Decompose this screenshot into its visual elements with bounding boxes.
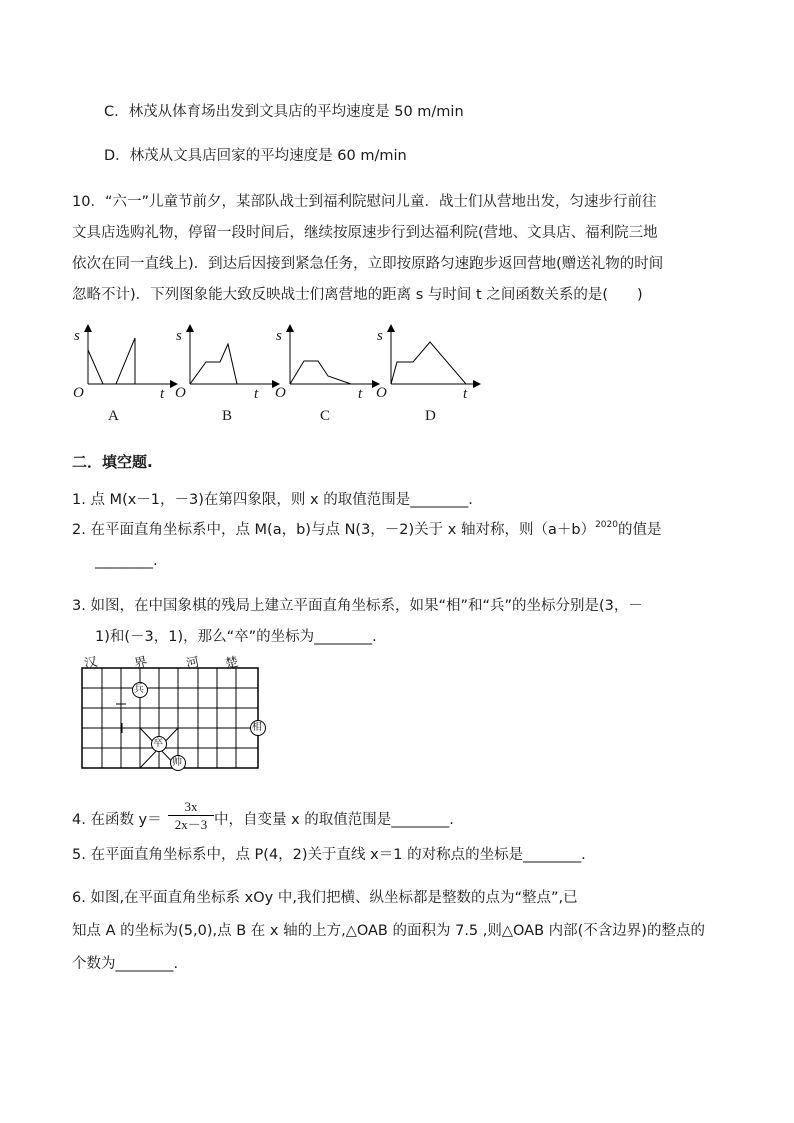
graph-c-option-label: C bbox=[320, 408, 331, 424]
graph-b-origin-label: O bbox=[175, 385, 186, 401]
graph-c-origin-label: O bbox=[275, 385, 286, 401]
fill-q2-line-1 bbox=[72, 520, 661, 540]
graph-b-option-label: B bbox=[222, 408, 233, 424]
fill-q4-denominator: 2x－3 bbox=[174, 817, 208, 832]
fill-q5: 5. 在平面直角坐标系中，点 P(4，2)关于直线 x＝1 的对称点的坐标是________. bbox=[72, 847, 586, 863]
q10-line-3: 依次在同一直线上)．到达后因接到紧急任务，立即按原路匀速跑步返回营地(赠送礼物的时间 bbox=[72, 256, 664, 272]
graph-b bbox=[172, 322, 282, 428]
fill-q3-line-2: 1)和(－3，1)，那么“卒”的坐标为________. bbox=[95, 629, 377, 645]
river-char-he: 河 bbox=[184, 654, 201, 673]
fill-q2-exponent: 2020 bbox=[595, 520, 618, 530]
q9-option-c: C．林茂从体育场出发到文具店的平均速度是 50 m/min bbox=[104, 104, 464, 120]
graph-d-s-label: s bbox=[377, 328, 383, 344]
graph-a bbox=[70, 322, 180, 428]
fill-q2-text-end: 的值是 bbox=[617, 522, 662, 538]
fill-q6-line-2: 知点 A 的坐标为(5,0),点 B 在 x 轴的上方,△OAB 的面积为 7.5 ,则△OAB 内部(不含边界)的整点的 bbox=[72, 923, 705, 939]
graph-a-option-label: A bbox=[108, 408, 119, 424]
fill-q6-line-1: 6. 如图,在平面直角坐标系 xOy 中,我们把横、纵坐标都是整数的点为“整点”,已 bbox=[72, 890, 578, 906]
graph-b-plot bbox=[172, 322, 282, 402]
fill-q6-line-3: 个数为________. bbox=[72, 956, 179, 972]
graph-c-t-label: t bbox=[358, 386, 363, 402]
graph-c bbox=[272, 322, 382, 428]
fill-q4-suffix: 中，自变量 x 的取值范围是________. bbox=[214, 812, 454, 828]
q10-line-2: 文具店选购礼物，停留一段时间后，继续按原速步行到达福利院(营地、文具店、福利院三地 bbox=[72, 225, 658, 241]
river-char-chu: 楚 bbox=[223, 654, 240, 673]
fill-q4-prefix: 4. 在函数 y＝ bbox=[72, 812, 162, 828]
chess-piece-zu: 卒 bbox=[153, 738, 163, 749]
graph-b-s-label: s bbox=[176, 328, 182, 344]
fill-q2-text: 2. 在平面直角坐标系中，点 M(a，b)与点 N(3，－2)关于 x 轴对称，则（a＋b） bbox=[72, 522, 596, 538]
graph-b-t-label: t bbox=[254, 386, 259, 402]
q9-option-d: D．林茂从文具店回家的平均速度是 60 m/min bbox=[104, 148, 407, 164]
fill-q3-line-1: 3. 如图，在中国象棋的残局上建立平面直角坐标系，如果“相”和“兵”的坐标分别是(3，－ bbox=[72, 598, 643, 614]
section-title: 二．填空题. bbox=[72, 453, 153, 471]
river-char-han: 汉 bbox=[82, 654, 99, 673]
graph-c-s-label: s bbox=[276, 328, 282, 344]
chess-piece-shuai: 帅 bbox=[172, 757, 182, 768]
graph-a-s-label: s bbox=[74, 328, 80, 344]
graph-d bbox=[373, 322, 483, 428]
graph-c-plot bbox=[272, 322, 382, 402]
fill-q4-fraction bbox=[168, 798, 214, 833]
chess-board-figure bbox=[80, 654, 276, 772]
fill-q1: 1. 点 M(x－1，－3)在第四象限，则 x 的取值范围是________. bbox=[72, 492, 473, 508]
fill-q4-numerator: 3x bbox=[168, 798, 214, 816]
graph-d-t-label: t bbox=[463, 386, 468, 402]
graph-d-origin-label: O bbox=[376, 385, 387, 401]
chess-piece-bing: 兵 bbox=[134, 684, 144, 695]
graph-a-origin-label: O bbox=[73, 385, 84, 401]
q10-line-4: 忽略不计)．下列图象能大致反映战士们离营地的距离 s 与时间 t 之间函数关系的是( ) bbox=[72, 287, 643, 303]
graph-d-option-label: D bbox=[425, 408, 436, 424]
fill-q2-blank: ________. bbox=[95, 553, 158, 569]
graph-a-t-label: t bbox=[160, 386, 165, 402]
river-char-jie: 界 bbox=[132, 654, 149, 673]
q10-line-1: 10．“六一”儿童节前夕，某部队战士到福利院慰问儿童．战士们从营地出发，匀速步行前往 bbox=[72, 194, 657, 210]
chess-piece-xiang: 相 bbox=[252, 722, 262, 733]
